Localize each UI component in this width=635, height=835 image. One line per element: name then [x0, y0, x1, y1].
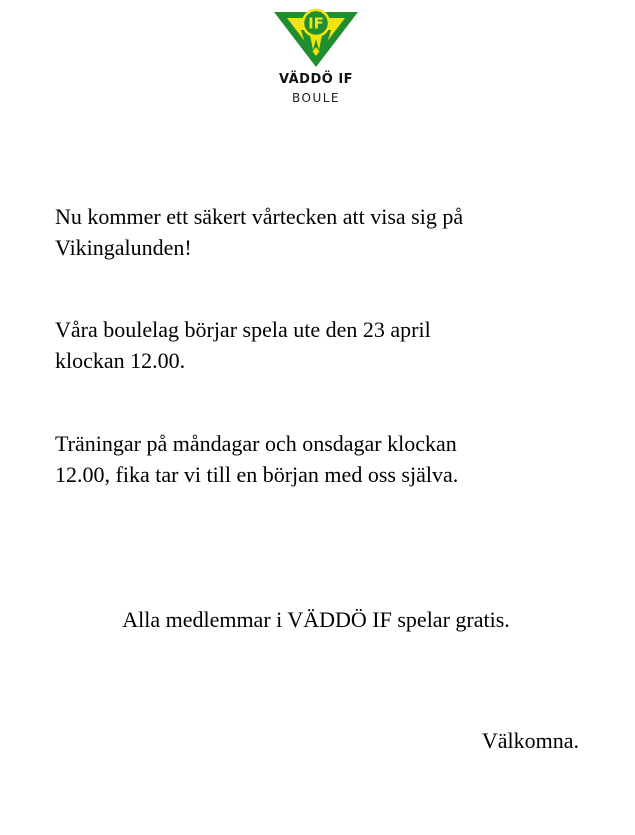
paragraph-line: klockan 12.00. [55, 348, 186, 373]
paragraph-training [55, 428, 575, 490]
logo-lettering: IF [308, 14, 324, 33]
org-subtitle: BOULE [291, 91, 341, 105]
closing-greeting: Välkomna. [481, 728, 579, 753]
paragraph-line: Nu kommer ett säkert vårtecken att visa sig på [55, 204, 464, 229]
paragraph-line: Träningar på måndagar och onsdagar klockan [55, 431, 457, 456]
paragraph-line: Våra boulelag börjar spela ute den 23 april [55, 317, 431, 342]
paragraph-line: Vikingalunden! [55, 235, 192, 260]
paragraph-season-start [55, 314, 575, 376]
org-name: VÄDDÖ IF [278, 72, 354, 87]
announcement: Alla medlemmar i VÄDDÖ IF spelar gratis. [122, 607, 510, 632]
paragraph-line: 12.00, fika tar vi till en början med oss själva. [55, 462, 459, 487]
club-logo-icon [273, 6, 359, 68]
paragraph-spring-sign [55, 201, 575, 263]
